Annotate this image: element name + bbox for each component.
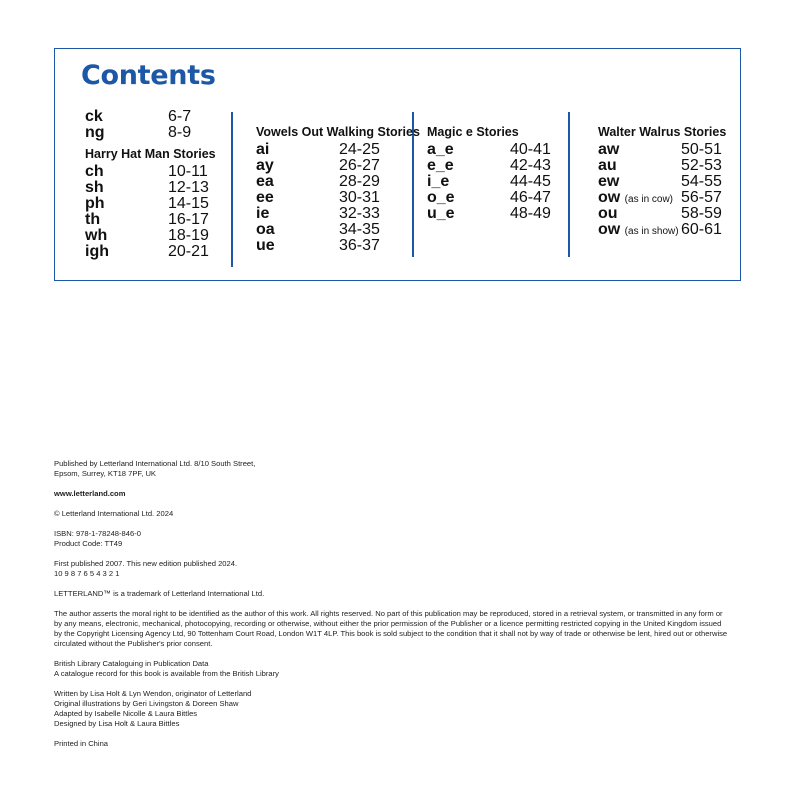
contents-entry[interactable] bbox=[427, 142, 550, 158]
section-heading: Harry Hat Man Stories bbox=[85, 147, 216, 162]
contents-entry[interactable] bbox=[256, 238, 379, 254]
contents-entry[interactable] bbox=[85, 212, 208, 228]
entry-sound: ue bbox=[256, 237, 275, 255]
entry-label bbox=[598, 158, 617, 174]
entry-label bbox=[598, 222, 679, 240]
entry-label bbox=[256, 174, 274, 190]
entry-label bbox=[427, 206, 455, 222]
entry-sound: au bbox=[598, 156, 617, 174]
entry-sound: igh bbox=[85, 243, 109, 261]
contents-entry[interactable] bbox=[85, 164, 208, 180]
entry-pages: 16-17 bbox=[168, 211, 209, 228]
contents-entry[interactable] bbox=[256, 142, 379, 158]
entry-pages: 60-61 bbox=[681, 221, 722, 238]
rights-notice: The author asserts the moral right to be identified as the author of this work. All rights reserved. No part of this publication may be reproduced, stored in a retrieval system, or transmitted in any form or bbox=[54, 609, 723, 618]
contents-entry[interactable] bbox=[85, 228, 208, 244]
entry-sound: ow bbox=[598, 221, 621, 238]
entry-sound: e_e bbox=[427, 156, 454, 174]
cataloguing-notice: A catalogue record for this book is available from the British Library bbox=[54, 669, 279, 678]
entry-label bbox=[598, 142, 619, 158]
entry-sound: wh bbox=[85, 227, 108, 245]
contents-entry[interactable] bbox=[256, 206, 379, 222]
credit-line: Designed by Lisa Holt & Laura Bittles bbox=[54, 719, 180, 728]
contents-entry[interactable] bbox=[256, 190, 379, 206]
entry-label bbox=[85, 244, 109, 260]
section-heading: Vowels Out Walking Stories bbox=[256, 125, 420, 139]
entry-label bbox=[427, 142, 454, 158]
entry-pages: 54-55 bbox=[681, 172, 722, 190]
publisher-address: Epsom, Surrey, KT18 7PF, UK bbox=[54, 469, 156, 478]
entry-sound: ew bbox=[598, 172, 620, 190]
entry-pages: 42-43 bbox=[510, 156, 551, 174]
contents-entry[interactable] bbox=[256, 222, 379, 238]
contents-entry[interactable] bbox=[427, 174, 550, 190]
entry-pages: 58-59 bbox=[681, 204, 722, 222]
contents-entry[interactable] bbox=[85, 196, 208, 212]
contents-entry[interactable] bbox=[427, 158, 550, 174]
entry-pages: 14-15 bbox=[168, 194, 209, 212]
entry-pages: 56-57 bbox=[681, 188, 722, 206]
entry-label bbox=[85, 180, 104, 196]
entry-pages: 36-37 bbox=[339, 237, 380, 255]
entry-pages: 50-51 bbox=[681, 140, 722, 158]
entry-sound: a_e bbox=[427, 140, 454, 158]
contents-entry[interactable] bbox=[598, 190, 721, 206]
entry-pages: 26-27 bbox=[339, 156, 380, 174]
publisher-address: Published by Letterland International Ltd. 8/10 South Street, bbox=[54, 459, 256, 468]
section-heading: Magic e Stories bbox=[427, 125, 519, 139]
contents-entry[interactable] bbox=[598, 222, 721, 238]
print-line: 10 9 8 7 6 5 4 3 2 1 bbox=[54, 569, 120, 578]
entry-sound: ee bbox=[256, 188, 274, 206]
entry-label bbox=[256, 158, 274, 174]
entry-label bbox=[85, 164, 104, 180]
contents-entry[interactable] bbox=[256, 174, 379, 190]
entry-label bbox=[85, 125, 105, 141]
entry-sound: ou bbox=[598, 204, 618, 222]
contents-entry[interactable] bbox=[598, 158, 721, 174]
entry-sound: ch bbox=[85, 162, 104, 180]
contents-entry[interactable] bbox=[85, 109, 208, 125]
entry-sound: ie bbox=[256, 204, 270, 222]
entry-label bbox=[85, 196, 105, 212]
credit-line: Written by Lisa Holt & Lyn Wendon, originator of Letterland bbox=[54, 689, 252, 698]
entry-label bbox=[256, 142, 269, 158]
entry-pages: 32-33 bbox=[339, 204, 380, 222]
contents-entry[interactable] bbox=[85, 244, 208, 260]
contents-entry[interactable] bbox=[85, 180, 208, 196]
entry-label bbox=[598, 206, 618, 222]
contents-entry[interactable] bbox=[598, 206, 721, 222]
entry-label bbox=[256, 206, 269, 222]
rights-notice: by any means, electronic, mechanical, photocopying, recording or otherwise, without either the prior permission of the Publisher or a licence permitting restricted copying in the United Kingdom issued bbox=[54, 619, 722, 628]
section-heading: Walter Walrus Stories bbox=[598, 125, 727, 139]
entry-label bbox=[427, 174, 449, 190]
entry-sound: aw bbox=[598, 140, 620, 158]
website-link[interactable]: www.letterland.com bbox=[54, 489, 126, 498]
entry-pages: 40-41 bbox=[510, 140, 551, 158]
entry-pages: 34-35 bbox=[339, 221, 380, 238]
entry-sound: oa bbox=[256, 221, 275, 238]
entry-label bbox=[256, 190, 274, 206]
entry-label bbox=[598, 174, 619, 190]
entry-pages: 18-19 bbox=[168, 227, 209, 245]
entry-sound: ai bbox=[256, 140, 270, 158]
entry-pages: 48-49 bbox=[510, 204, 551, 222]
contents-entry[interactable] bbox=[85, 125, 208, 141]
contents-entry[interactable] bbox=[427, 206, 550, 222]
entry-label bbox=[85, 228, 107, 244]
entry-sound: ck bbox=[85, 108, 103, 125]
entry-label bbox=[256, 238, 275, 254]
entry-label bbox=[256, 222, 275, 238]
copyright-notice: © Letterland International Ltd. 2024 bbox=[54, 509, 174, 518]
entry-sound: ea bbox=[256, 172, 274, 190]
entry-pages: 44-45 bbox=[510, 172, 551, 190]
entry-sound: ng bbox=[85, 124, 105, 142]
cataloguing-notice: British Library Cataloguing in Publication Data bbox=[54, 659, 209, 668]
column-divider bbox=[231, 112, 233, 267]
contents-entry[interactable] bbox=[427, 190, 550, 206]
contents-entry[interactable] bbox=[598, 142, 721, 158]
rights-notice: by the Copyright Licensing Agency Ltd, 90 Tottenham Court Road, London W1T 4LP. This book is sold subject to the condition that it shall not by way of trade or otherwise be lent, hired out or otherwise bbox=[54, 629, 728, 638]
entry-sound: u_e bbox=[427, 204, 455, 222]
entry-sound: th bbox=[85, 211, 101, 228]
entry-pages: 24-25 bbox=[339, 140, 380, 158]
contents-entry[interactable] bbox=[256, 158, 379, 174]
entry-label bbox=[85, 109, 103, 125]
entry-sound: sh bbox=[85, 178, 104, 196]
entry-pages: 8-9 bbox=[168, 124, 192, 142]
entry-pages: 12-13 bbox=[168, 178, 209, 196]
product-code: Product Code: TT49 bbox=[54, 539, 123, 548]
entry-sound: ay bbox=[256, 156, 274, 174]
entry-sound: o_e bbox=[427, 188, 455, 206]
entry-pages: 20-21 bbox=[168, 243, 209, 261]
entry-label bbox=[427, 158, 454, 174]
publication-history: First published 2007. This new edition published 2024. bbox=[54, 559, 238, 568]
entry-pages: 28-29 bbox=[339, 172, 380, 190]
entry-label bbox=[85, 212, 100, 228]
column-divider bbox=[568, 112, 570, 257]
entry-sound: i_e bbox=[427, 172, 450, 190]
entry-note: (as in show) bbox=[624, 226, 679, 237]
entry-pages: 46-47 bbox=[510, 188, 551, 206]
imprint-block bbox=[54, 459, 744, 749]
credit-line: Original illustrations by Geri Livingston & Doreen Shaw bbox=[54, 699, 239, 708]
entry-pages: 30-31 bbox=[339, 188, 380, 206]
entry-note: (as in cow) bbox=[624, 193, 674, 205]
entry-sound: ph bbox=[85, 194, 105, 212]
entry-pages: 52-53 bbox=[681, 156, 722, 174]
entry-pages: 10-11 bbox=[168, 162, 208, 180]
entry-pages: 6-7 bbox=[168, 108, 192, 125]
printed-in: Printed in China bbox=[54, 739, 109, 748]
contents-entry[interactable] bbox=[598, 174, 721, 190]
rights-notice: circulated without the Publisher's prior consent. bbox=[54, 639, 213, 648]
isbn: ISBN: 978-1-78248-846-0 bbox=[54, 529, 141, 538]
contents-title: Contents bbox=[81, 60, 216, 91]
trademark-notice: LETTERLAND™ is a trademark of Letterland International Ltd. bbox=[54, 589, 265, 598]
credit-line: Adapted by Isabelle Nicolle & Laura Bittles bbox=[54, 709, 198, 718]
entry-label bbox=[427, 190, 455, 206]
entry-sound: ow bbox=[598, 188, 621, 206]
